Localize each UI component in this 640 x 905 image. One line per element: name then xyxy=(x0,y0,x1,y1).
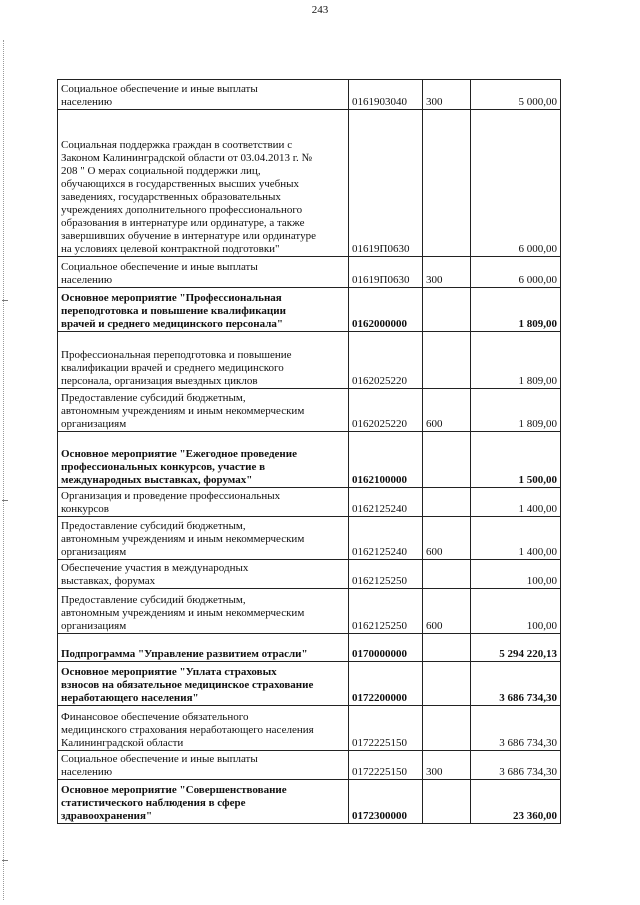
row-code: 01619П0630 xyxy=(349,110,423,257)
row-name xyxy=(58,488,349,517)
margin-tick xyxy=(2,500,8,501)
row-amount: 23 360,00 xyxy=(471,780,561,824)
table-row xyxy=(58,706,561,751)
row-expense-type xyxy=(423,488,471,517)
table-row xyxy=(58,389,561,432)
row-amount: 3 686 734,30 xyxy=(471,751,561,780)
row-expense-type xyxy=(423,662,471,706)
row-code: 0172300000 xyxy=(349,780,423,824)
row-amount: 100,00 xyxy=(471,560,561,589)
row-expense-type: 600 xyxy=(423,517,471,560)
row-name-text: Основное мероприятие "Ежегодное проведение профессиональных конкурсов, участие в международных выставках, форумах" xyxy=(61,448,297,486)
table-row xyxy=(58,288,561,332)
row-name xyxy=(58,706,349,751)
row-name xyxy=(58,560,349,589)
row-code: 0162125250 xyxy=(349,589,423,634)
margin-tick xyxy=(2,300,8,301)
row-name xyxy=(58,780,349,824)
row-expense-type xyxy=(423,706,471,751)
row-amount: 6 000,00 xyxy=(471,257,561,288)
row-code: 0162025220 xyxy=(349,332,423,389)
row-expense-type: 300 xyxy=(423,751,471,780)
row-expense-type xyxy=(423,332,471,389)
row-code: 0170000000 xyxy=(349,634,423,662)
row-name xyxy=(58,662,349,706)
row-code: 0162025220 xyxy=(349,389,423,432)
table-row xyxy=(58,517,561,560)
row-name xyxy=(58,751,349,780)
row-amount: 1 400,00 xyxy=(471,517,561,560)
row-name-text: Основное мероприятие "Уплата страховых взносов на обязательное медицинское страхование неработающего населения" xyxy=(61,666,314,704)
table-row xyxy=(58,110,561,257)
table-row xyxy=(58,780,561,824)
row-amount: 3 686 734,30 xyxy=(471,706,561,751)
row-name xyxy=(58,517,349,560)
row-name-text: Социальное обеспечение и иные выплаты населению xyxy=(61,261,258,286)
row-amount: 100,00 xyxy=(471,589,561,634)
row-name-text: Подпрограмма "Управление развитием отрасли" xyxy=(61,648,308,660)
table-row xyxy=(58,560,561,589)
row-name xyxy=(58,332,349,389)
row-name-text: Социальное обеспечение и иные выплаты населению xyxy=(61,83,258,108)
row-name xyxy=(58,589,349,634)
budget-table xyxy=(57,79,561,824)
row-code: 0162000000 xyxy=(349,288,423,332)
row-code: 0162100000 xyxy=(349,432,423,488)
table-row xyxy=(58,662,561,706)
row-name-text: Обеспечение участия в международных выставках, форумах xyxy=(61,562,249,587)
row-amount: 1 500,00 xyxy=(471,432,561,488)
table-row xyxy=(58,80,561,110)
row-amount: 1 809,00 xyxy=(471,332,561,389)
row-amount: 1 809,00 xyxy=(471,288,561,332)
row-amount: 3 686 734,30 xyxy=(471,662,561,706)
row-name-text: Социальная поддержка граждан в соответствии с Законом Калининградской области от 03.04.2013 г. № 208 " О мерах социальной поддержки лиц, обучающихся в государственных высших учебных заведениях, государственных образовательных учреждениях дополнительного профессионального образования в интернатуре или ординатуре, а также завершивших обучение в интернатуре или ординатуре на условиях целевой контрактной подготовки" xyxy=(61,139,316,255)
row-amount: 6 000,00 xyxy=(471,110,561,257)
row-code: 0162125250 xyxy=(349,560,423,589)
row-expense-type: 600 xyxy=(423,389,471,432)
row-expense-type xyxy=(423,560,471,589)
row-amount: 1 809,00 xyxy=(471,389,561,432)
row-expense-type xyxy=(423,288,471,332)
row-name-text: Предоставление субсидий бюджетным, автономным учреждениям и иным некоммерческим организациям xyxy=(61,520,305,558)
page-number: 243 xyxy=(311,4,329,16)
row-name-text: Основное мероприятие "Профессиональная переподготовка и повышение квалификации врачей и среднего медицинского персонала" xyxy=(61,292,286,330)
row-name-text: Предоставление субсидий бюджетным, автономным учреждениям и иным некоммерческим организациям xyxy=(61,594,305,632)
row-code: 0162125240 xyxy=(349,488,423,517)
row-name-text: Организация и проведение профессиональных конкурсов xyxy=(61,490,281,515)
table-row xyxy=(58,751,561,780)
row-name xyxy=(58,110,349,257)
row-expense-type: 300 xyxy=(423,257,471,288)
row-code: 0161903040 xyxy=(349,80,423,110)
row-amount: 5 294 220,13 xyxy=(471,634,561,662)
row-code: 0172225150 xyxy=(349,706,423,751)
row-name xyxy=(58,288,349,332)
table-row xyxy=(58,332,561,389)
row-expense-type xyxy=(423,110,471,257)
row-name-text: Профессиональная переподготовка и повышение квалификации врачей и среднего медицинского персонала, организация выездных циклов xyxy=(61,349,292,387)
row-amount: 5 000,00 xyxy=(471,80,561,110)
row-amount: 1 400,00 xyxy=(471,488,561,517)
row-expense-type: 300 xyxy=(423,80,471,110)
table-row xyxy=(58,432,561,488)
left-margin-guide xyxy=(3,40,4,900)
row-name xyxy=(58,257,349,288)
row-expense-type xyxy=(423,432,471,488)
row-name-text: Финансовое обеспечение обязательного медицинского страхования неработающего населения Калининградской области xyxy=(61,711,314,749)
table-row xyxy=(58,634,561,662)
row-code: 01619П0630 xyxy=(349,257,423,288)
row-expense-type xyxy=(423,780,471,824)
row-code: 0172225150 xyxy=(349,751,423,780)
row-name xyxy=(58,432,349,488)
row-name xyxy=(58,389,349,432)
budget-table-body xyxy=(58,80,561,824)
table-row xyxy=(58,589,561,634)
row-name xyxy=(58,634,349,662)
table-row xyxy=(58,257,561,288)
row-expense-type: 600 xyxy=(423,589,471,634)
row-code: 0172200000 xyxy=(349,662,423,706)
row-name-text: Предоставление субсидий бюджетным, автономным учреждениям и иным некоммерческим организациям xyxy=(61,392,305,430)
row-name-text: Основное мероприятие "Совершенствование статистического наблюдения в сфере здравоохранения" xyxy=(61,784,287,822)
row-code: 0162125240 xyxy=(349,517,423,560)
margin-tick xyxy=(2,860,8,861)
row-name xyxy=(58,80,349,110)
table-row xyxy=(58,488,561,517)
row-name-text: Социальное обеспечение и иные выплаты населению xyxy=(61,753,258,778)
row-expense-type xyxy=(423,634,471,662)
